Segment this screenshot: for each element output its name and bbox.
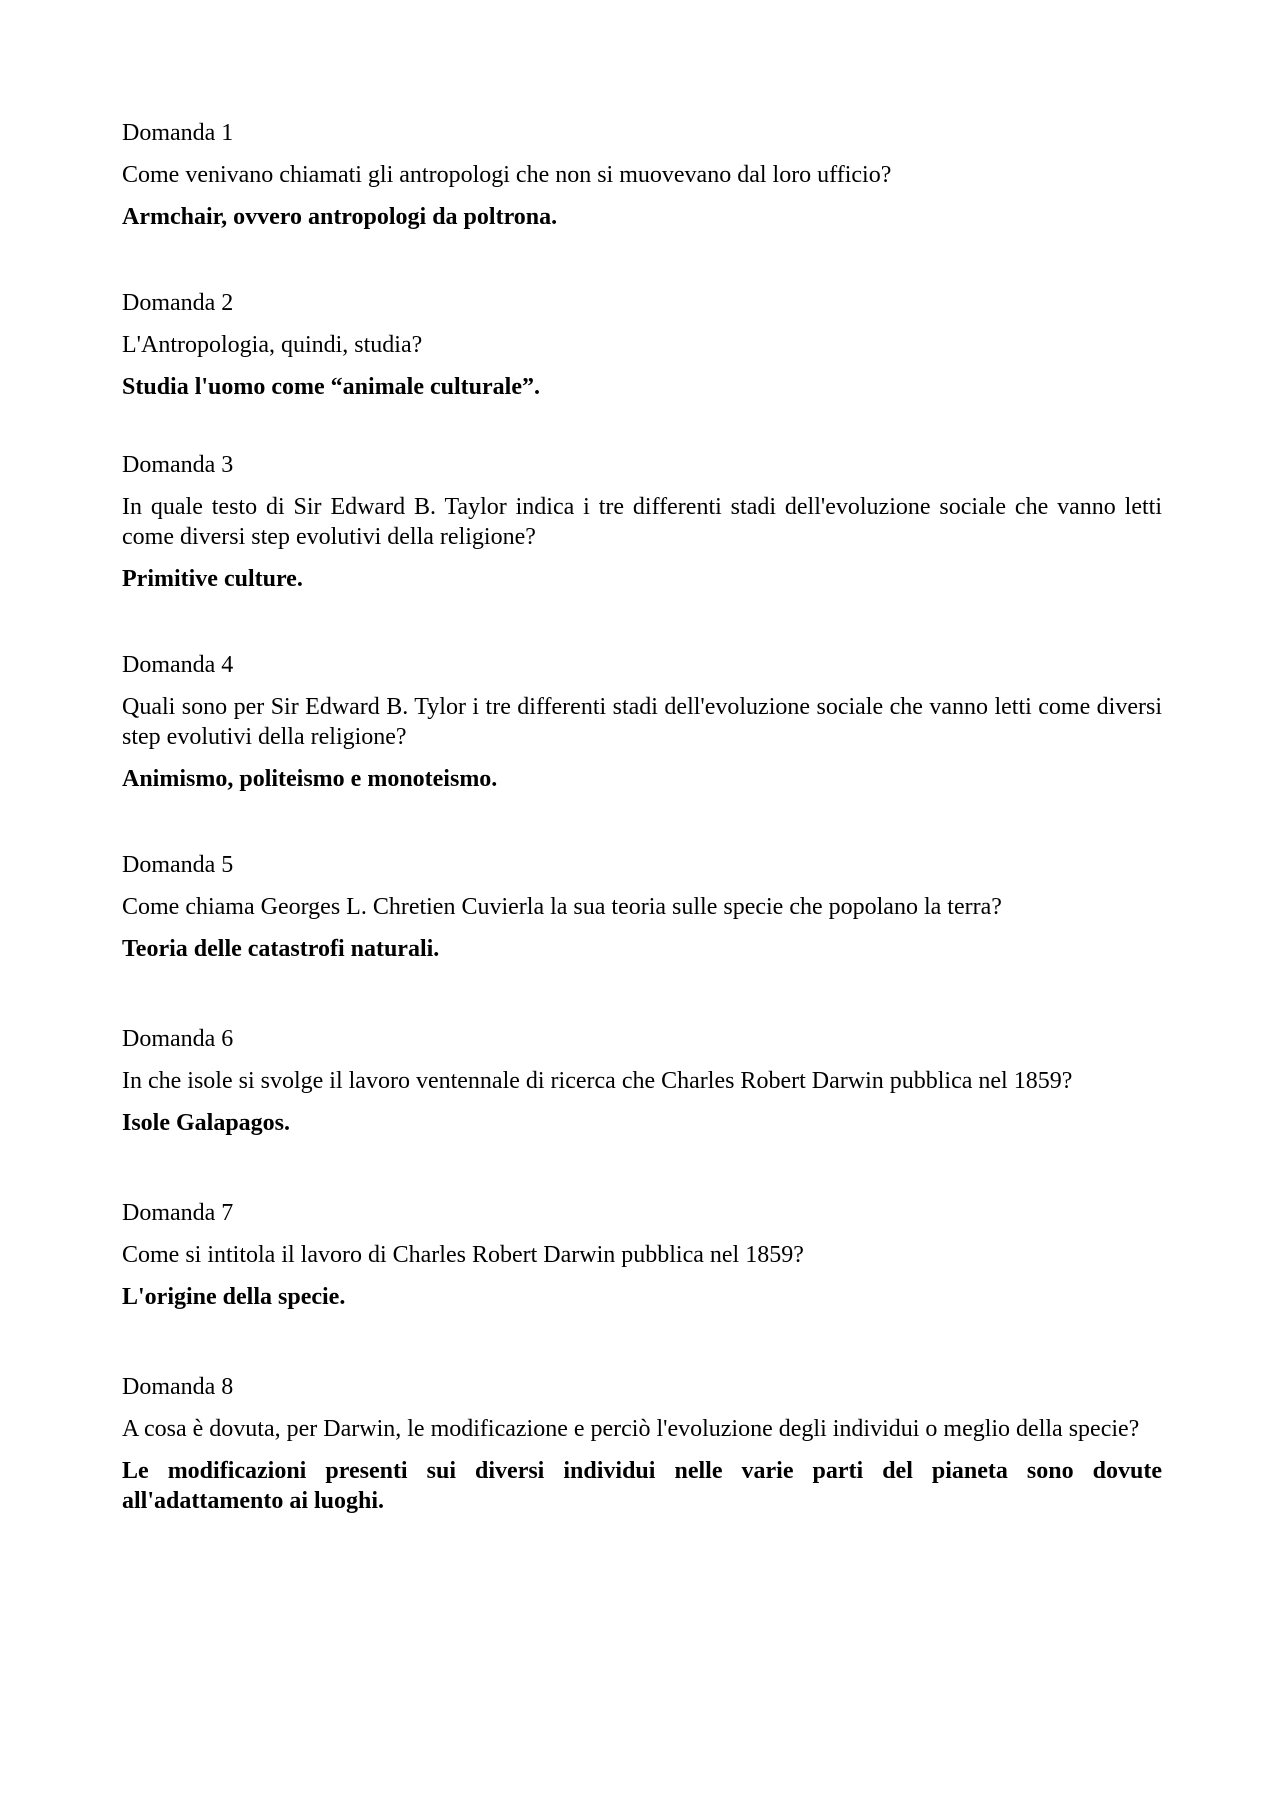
answer-text: Teoria delle catastrofi naturali. (122, 936, 440, 962)
spacer (122, 594, 1162, 650)
question-block-5 (122, 850, 1162, 964)
answer-text: Studia l'uomo come “animale culturale”. (122, 374, 540, 400)
answer-text: Animismo, politeismo e monoteismo. (122, 766, 498, 792)
question-block-7 (122, 1198, 1162, 1312)
question-block-8 (122, 1372, 1162, 1516)
question-label: Domanda 7 (122, 1200, 234, 1226)
question-block-6 (122, 1024, 1162, 1138)
question-label: Domanda 4 (122, 652, 234, 678)
question-text: L'Antropologia, quindi, studia? (122, 332, 423, 358)
spacer (122, 794, 1162, 850)
question-label: Domanda 5 (122, 852, 234, 878)
spacer (122, 1138, 1162, 1198)
question-text: Quali sono per Sir Edward B. Tylor i tre differenti stadi dell'evoluzione sociale che vanno letti come diversi step evolutivi della religione? (122, 694, 1162, 750)
spacer (122, 232, 1162, 288)
question-label: Domanda 3 (122, 452, 234, 478)
document-page (122, 118, 1162, 1516)
question-block-1 (122, 118, 1162, 232)
question-text: A cosa è dovuta, per Darwin, le modificazione e perciò l'evoluzione degli individui o meglio della specie? (122, 1416, 1140, 1442)
question-block-4 (122, 650, 1162, 794)
question-label: Domanda 1 (122, 120, 234, 146)
question-text: In quale testo di Sir Edward B. Taylor indica i tre differenti stadi dell'evoluzione sociale che vanno letti come diversi step evolutivi della religione? (122, 494, 1162, 550)
spacer (122, 402, 1162, 450)
answer-text: Isole Galapagos. (122, 1110, 291, 1136)
question-text: Come venivano chiamati gli antropologi che non si muovevano dal loro ufficio? (122, 162, 892, 188)
question-label: Domanda 8 (122, 1374, 234, 1400)
answer-text: L'origine della specie. (122, 1284, 346, 1310)
spacer (122, 1312, 1162, 1372)
answer-text: Le modificazioni presenti sui diversi individui nelle varie parti del pianeta sono dovute all'adattamento ai luoghi. (122, 1458, 1162, 1514)
question-text: In che isole si svolge il lavoro ventennale di ricerca che Charles Robert Darwin pubblica nel 1859? (122, 1068, 1073, 1094)
answer-text: Primitive culture. (122, 566, 303, 592)
question-block-2 (122, 288, 1162, 402)
answer-text: Armchair, ovvero antropologi da poltrona. (122, 204, 558, 230)
question-label: Domanda 2 (122, 290, 234, 316)
question-block-3 (122, 450, 1162, 594)
question-label: Domanda 6 (122, 1026, 234, 1052)
question-text: Come chiama Georges L. Chretien Cuvierla la sua teoria sulle specie che popolano la terra? (122, 894, 1002, 920)
spacer (122, 964, 1162, 1024)
question-text: Come si intitola il lavoro di Charles Robert Darwin pubblica nel 1859? (122, 1242, 804, 1268)
